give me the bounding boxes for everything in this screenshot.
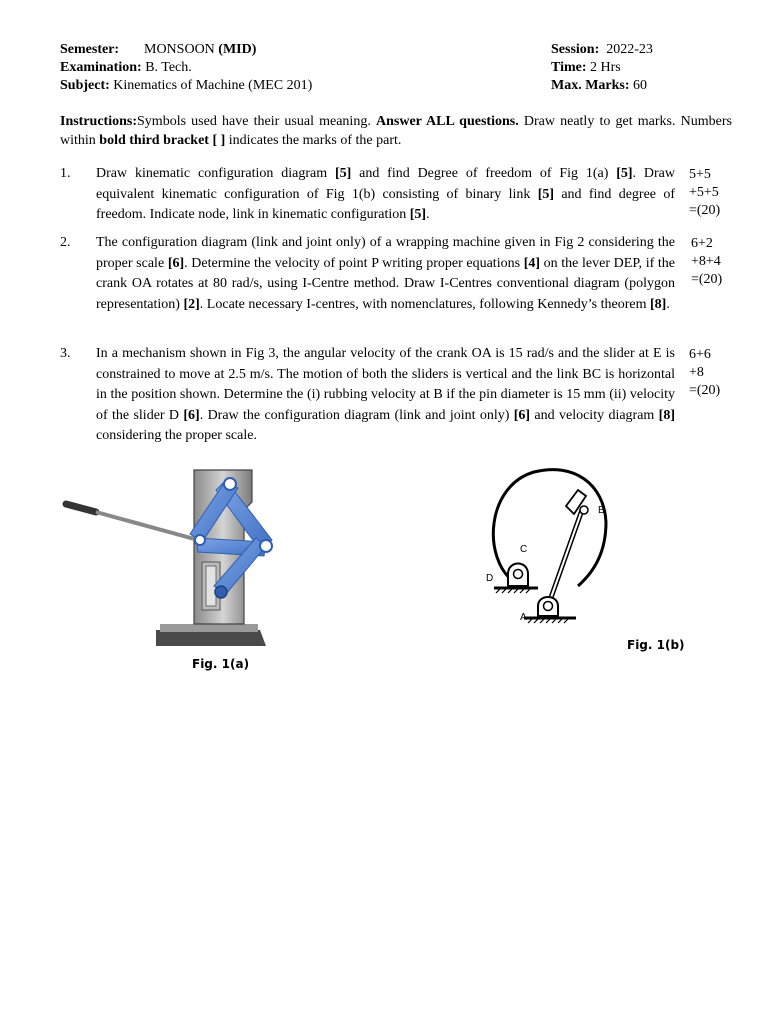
q-text: considering the proper scale.: [96, 428, 257, 443]
question-3: [60, 344, 675, 447]
label-b: B: [598, 505, 605, 516]
q-text: . Draw the configuration diagram (link and joint only): [199, 407, 514, 423]
exam-label: Examination:: [60, 60, 142, 75]
question-1: [60, 164, 675, 226]
q-mark: [5]: [334, 166, 352, 181]
press-base-top: [160, 624, 258, 632]
q-text: and find degree of freedom. Indicate node, link in kinematic configuration: [96, 186, 675, 222]
marks-line: =(20): [691, 272, 723, 287]
pin-bottom: [215, 586, 227, 598]
q-text: and find Degree of freedom of Fig 1(a): [351, 166, 617, 181]
instructions-text-2: Draw neatly to get marks. Numbers within: [60, 114, 732, 148]
time-value: 2 Hrs: [590, 60, 621, 75]
label-a: A: [520, 612, 527, 623]
marks-line: 6+2: [691, 236, 713, 251]
session-value: 2022-23: [606, 42, 653, 57]
label-d: D: [486, 573, 494, 584]
header-left: [60, 41, 312, 95]
question-text: [96, 344, 675, 447]
exam-value: B. Tech.: [145, 60, 192, 75]
time-label: Time:: [551, 60, 587, 75]
q-mark: [6]: [167, 255, 185, 271]
figure-1b-mechanism: [478, 462, 628, 642]
question-text: [96, 233, 675, 315]
joint-c: [514, 570, 523, 579]
q-text: In a mechanism shown in Fig 3, the angular velocity of the crank OA is 15 rad/s and the slider at E is constrained to move at 2.5 m/s. The motion of both the sliders is vertical and the link BC is horizontal in the position shown. Determine the (i) rubbing velocity at B if the pin diameter is 15 mm (ii) velocity of the slider D: [96, 346, 675, 423]
figure-1a-caption: Fig. 1(a): [192, 657, 250, 671]
marks-line: +8: [689, 365, 704, 380]
question-2: [60, 233, 675, 315]
q-mark: [5]: [537, 186, 555, 202]
question-number: 2.: [60, 235, 71, 250]
marks-line: +8+4: [691, 254, 721, 269]
question-number: 1.: [60, 166, 71, 181]
joint-a: [544, 602, 553, 611]
instructions: [60, 112, 732, 150]
instructions-text-1: Symbols used have their usual meaning.: [137, 114, 376, 129]
q-mark: [6]: [183, 407, 200, 423]
instructions-label: Instructions:: [60, 114, 138, 129]
q-mark: [5]: [409, 207, 427, 222]
q-mark: [4]: [523, 255, 541, 271]
q-text: and velocity diagram: [530, 407, 659, 423]
label-c: C: [520, 544, 528, 555]
semester-value: MONSOON: [144, 42, 215, 57]
q-text: .: [426, 207, 430, 222]
max-marks-value: 60: [633, 78, 648, 93]
semester-label: Semester:: [60, 42, 120, 57]
q-text: . Draw equivalent kinematic configuration of Fig 1(b) consisting of binary link: [96, 166, 675, 202]
q-mark: [6]: [513, 407, 531, 423]
semester-tag: (MID): [218, 42, 257, 57]
press-handle-grip: [66, 504, 96, 512]
q-text: .: [666, 296, 670, 312]
joint-b: [580, 506, 588, 514]
ground-d: [494, 588, 538, 593]
q-text: on the lever DEP, if the crank OA rotates at 80 rad/s, using I-Centre method. Draw I-Centres conventional diagram (polygon representation): [96, 255, 675, 312]
max-marks-label: Max. Marks:: [551, 78, 630, 93]
question-number: 3.: [60, 346, 71, 361]
marks-line: =(20): [689, 203, 721, 218]
press-handle-rod: [96, 512, 198, 540]
marks-q3: [689, 346, 720, 400]
q-text: . Determine the velocity of point P writing proper equations: [184, 255, 524, 271]
session-label: Session:: [551, 42, 600, 57]
press-base: [156, 630, 266, 646]
ground-a: [524, 618, 576, 623]
q-mark: [8]: [658, 407, 675, 423]
pin-left: [195, 535, 205, 545]
pin-top: [224, 478, 236, 490]
q-mark: [8]: [649, 296, 667, 312]
marks-line: =(20): [689, 383, 721, 398]
header-right: [551, 41, 653, 95]
q-mark: [2]: [183, 296, 200, 312]
figure-1a-toggle-press: [60, 462, 280, 654]
question-text: [96, 164, 675, 226]
instructions-bold-1: Answer ALL questions.: [375, 114, 519, 129]
marks-q1: [689, 166, 720, 220]
subject-label: Subject:: [60, 78, 110, 93]
mechanism-rod-inner: [548, 510, 582, 606]
pin-right: [260, 540, 272, 552]
marks-line: +5+5: [689, 185, 719, 200]
q-mark: [5]: [616, 166, 633, 181]
subject-value: Kinematics of Machine (MEC 201): [113, 78, 313, 93]
figure-1b-caption: Fig. 1(b): [627, 638, 685, 652]
marks-line: 5+5: [689, 167, 711, 182]
instructions-text-3: indicates the marks of the part.: [225, 133, 402, 148]
marks-line: 6+6: [689, 347, 711, 362]
q-text: Draw kinematic configuration diagram: [96, 166, 335, 181]
q-text: . Locate necessary I-centres, with nomenclatures, following Kennedy’s theorem: [199, 296, 650, 312]
marks-q2: [691, 235, 722, 289]
q-text: The configuration diagram (link and joint only) of a wrapping machine given in Fig 2 considering the proper scale: [96, 235, 675, 271]
instructions-bold-2: bold third bracket [ ]: [99, 133, 226, 148]
